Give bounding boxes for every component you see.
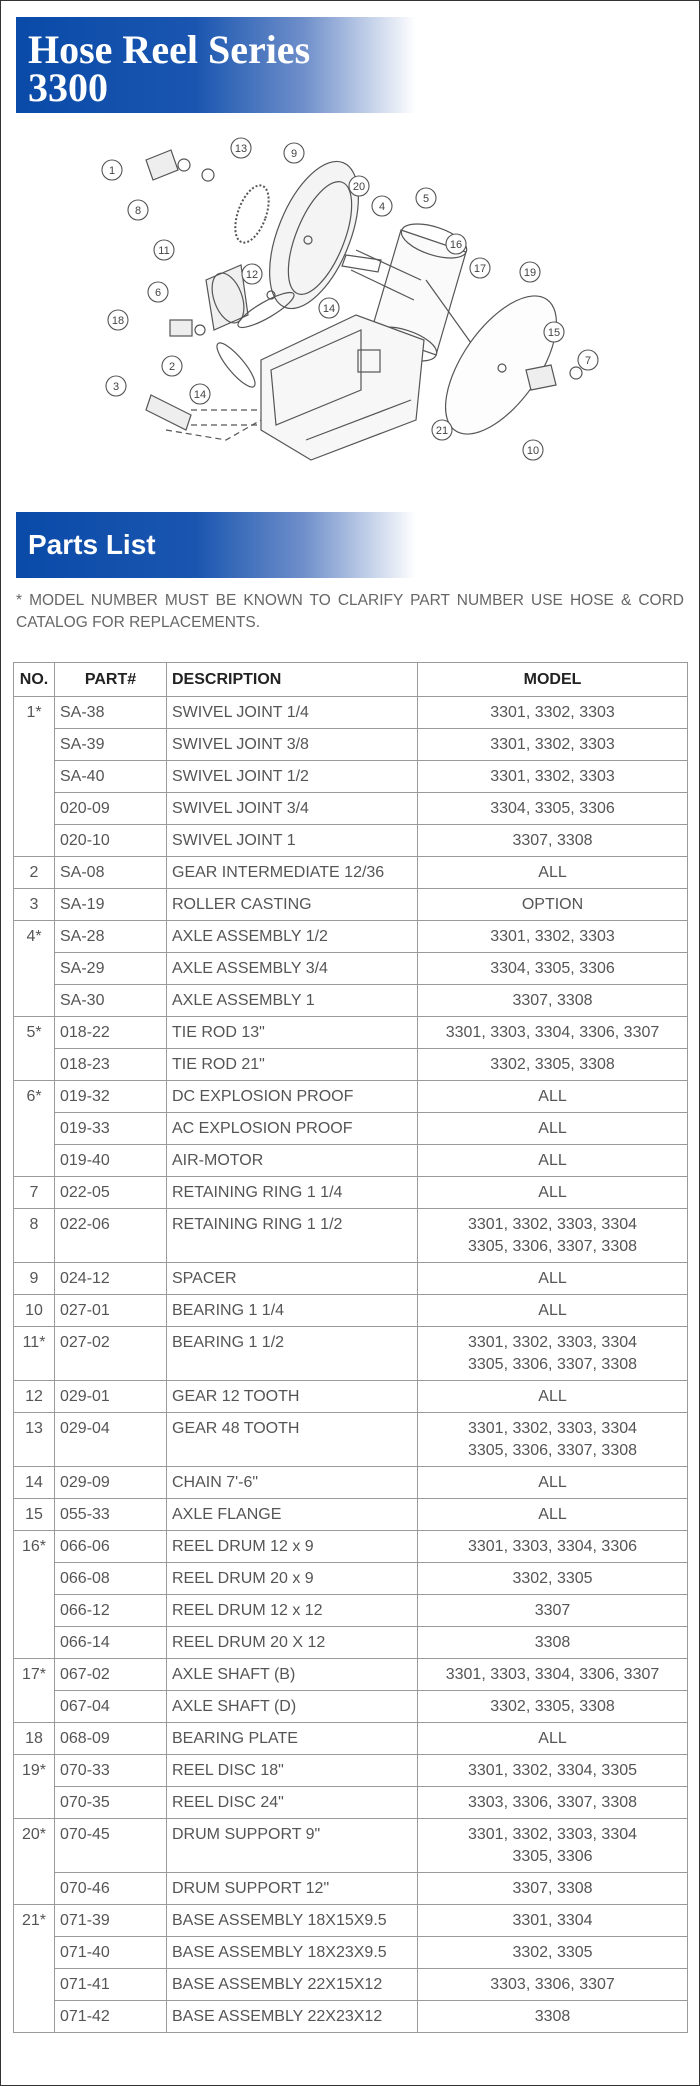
part-description: SWIVEL JOINT 1/4 — [167, 697, 418, 729]
part-number: 071-41 — [55, 1969, 167, 2001]
callout-15 — [544, 322, 564, 342]
table-row — [14, 1177, 688, 1209]
part-description: GEAR 48 TOOTH — [167, 1413, 418, 1467]
part-description: TIE ROD 13" — [167, 1017, 418, 1049]
item-number: 6* — [14, 1081, 55, 1177]
part-number: 070-45 — [55, 1819, 167, 1873]
part-number: 024-12 — [55, 1263, 167, 1295]
part-description: BASE ASSEMBLY 18X23X9.5 — [167, 1937, 418, 1969]
part-model: 3301, 3302, 3303 — [418, 761, 688, 793]
part-number: SA-28 — [55, 921, 167, 953]
svg-text:14: 14 — [193, 389, 207, 401]
callout-13 — [231, 138, 251, 158]
svg-text:7: 7 — [584, 355, 592, 367]
part-description: REEL DRUM 20 x 9 — [167, 1563, 418, 1595]
part-model: 3307, 3308 — [418, 1873, 688, 1905]
header-part: PART# — [55, 663, 167, 697]
part-description: REEL DRUM 12 x 9 — [167, 1531, 418, 1563]
table-row — [14, 1413, 688, 1467]
part-model: ALL — [418, 1381, 688, 1413]
part-model: 3301, 3302, 3303, 3304 3305, 3306, 3307, 3308 — [418, 1413, 688, 1467]
part-description: AXLE ASSEMBLY 3/4 — [167, 953, 418, 985]
table-row — [14, 1563, 688, 1595]
table-row — [14, 1327, 688, 1381]
item-number: 16* — [14, 1531, 55, 1659]
part-number: 027-02 — [55, 1327, 167, 1381]
table-row — [14, 985, 688, 1017]
part-description: RETAINING RING 1 1/4 — [167, 1177, 418, 1209]
part-number: 068-09 — [55, 1723, 167, 1755]
part-description: SWIVEL JOINT 3/4 — [167, 793, 418, 825]
item-number: 8 — [14, 1209, 55, 1263]
callout-20 — [349, 176, 369, 196]
part-number: 066-12 — [55, 1595, 167, 1627]
part-model: 3307, 3308 — [418, 985, 688, 1017]
part-description: AXLE SHAFT (D) — [167, 1691, 418, 1723]
page-title: Hose Reel Series 3300 — [28, 27, 311, 110]
table-row — [14, 1969, 688, 2001]
part-model: 3301, 3302, 3303, 3304 3305, 3306 — [418, 1819, 688, 1873]
part-description: CHAIN 7'-6" — [167, 1467, 418, 1499]
svg-text:3: 3 — [112, 381, 120, 393]
item-number: 15 — [14, 1499, 55, 1531]
part-number: 066-08 — [55, 1563, 167, 1595]
part-number: SA-29 — [55, 953, 167, 985]
table-row — [14, 729, 688, 761]
callout-12 — [242, 264, 262, 284]
part-description: SWIVEL JOINT 1/2 — [167, 761, 418, 793]
part-model: 3301, 3302, 3303, 3304 3305, 3306, 3307, 3308 — [418, 1327, 688, 1381]
callout-14a — [319, 298, 339, 318]
table-row — [14, 1113, 688, 1145]
part-description: SPACER — [167, 1263, 418, 1295]
part-number: 067-04 — [55, 1691, 167, 1723]
svg-text:14: 14 — [322, 303, 336, 315]
table-row — [14, 1787, 688, 1819]
parts-list-banner — [16, 512, 416, 578]
part-number: 027-01 — [55, 1295, 167, 1327]
svg-text:6: 6 — [154, 287, 162, 299]
callout-4 — [372, 196, 392, 216]
callout-16 — [446, 234, 466, 254]
part-description: DRUM SUPPORT 9" — [167, 1819, 418, 1873]
svg-text:1: 1 — [108, 165, 116, 177]
part-description: BASE ASSEMBLY 22X23X12 — [167, 2001, 418, 2033]
part-number: 071-42 — [55, 2001, 167, 2033]
model-note: * MODEL NUMBER MUST BE KNOWN TO CLARIFY PART NUMBER USE HOSE & CORD CATALOG FOR REPLACEMENTS. — [16, 592, 684, 631]
part-model: ALL — [418, 1263, 688, 1295]
part-model: ALL — [418, 1467, 688, 1499]
part-description: SWIVEL JOINT 3/8 — [167, 729, 418, 761]
table-row — [14, 1467, 688, 1499]
table-row — [14, 953, 688, 985]
item-number: 21* — [14, 1905, 55, 2033]
item-number: 10 — [14, 1295, 55, 1327]
table-row — [14, 1145, 688, 1177]
svg-text:20: 20 — [352, 181, 366, 193]
part-number: 018-23 — [55, 1049, 167, 1081]
item-number: 12 — [14, 1381, 55, 1413]
part-number: 020-09 — [55, 793, 167, 825]
part-model: 3301, 3303, 3304, 3306 — [418, 1531, 688, 1563]
table-row — [14, 1905, 688, 1937]
part-model: 3307, 3308 — [418, 825, 688, 857]
item-number: 19* — [14, 1755, 55, 1819]
table-row — [14, 1819, 688, 1873]
table-row — [14, 1531, 688, 1563]
part-model: 3304, 3305, 3306 — [418, 953, 688, 985]
part-model: ALL — [418, 1081, 688, 1113]
callout-6 — [148, 282, 168, 302]
part-number: 019-33 — [55, 1113, 167, 1145]
svg-text:8: 8 — [134, 205, 142, 217]
callout-10 — [523, 440, 543, 460]
table-row — [14, 1755, 688, 1787]
part-description: REEL DRUM 12 x 12 — [167, 1595, 418, 1627]
part-number: 029-01 — [55, 1381, 167, 1413]
item-number: 2 — [14, 857, 55, 889]
part-model: 3301, 3304 — [418, 1905, 688, 1937]
svg-text:13: 13 — [234, 143, 248, 155]
item-number: 13 — [14, 1413, 55, 1467]
item-number: 4* — [14, 921, 55, 1017]
table-row — [14, 1081, 688, 1113]
part-model: 3307 — [418, 1595, 688, 1627]
part-number: 018-22 — [55, 1017, 167, 1049]
callout-2 — [162, 356, 182, 376]
table-row — [14, 2001, 688, 2033]
table-header-row — [14, 663, 688, 697]
part-model: 3301, 3303, 3304, 3306, 3307 — [418, 1659, 688, 1691]
svg-text:10: 10 — [526, 445, 540, 457]
part-model: 3301, 3302, 3304, 3305 — [418, 1755, 688, 1787]
part-number: SA-19 — [55, 889, 167, 921]
part-model: 3304, 3305, 3306 — [418, 793, 688, 825]
table-row — [14, 1595, 688, 1627]
part-number: 019-40 — [55, 1145, 167, 1177]
svg-text:9: 9 — [290, 148, 298, 160]
item-number: 3 — [14, 889, 55, 921]
table-row — [14, 1659, 688, 1691]
item-number: 18 — [14, 1723, 55, 1755]
part-number: 020-10 — [55, 825, 167, 857]
part-description: GEAR 12 TOOTH — [167, 1381, 418, 1413]
callout-7 — [578, 350, 598, 370]
part-number: SA-38 — [55, 697, 167, 729]
part-model: 3303, 3306, 3307 — [418, 1969, 688, 2001]
part-description: REEL DRUM 20 X 12 — [167, 1627, 418, 1659]
item-number: 14 — [14, 1467, 55, 1499]
parts-table-body — [14, 697, 688, 2033]
callout-21 — [432, 420, 452, 440]
part-description: TIE ROD 21" — [167, 1049, 418, 1081]
part-number: 066-06 — [55, 1531, 167, 1563]
table-row — [14, 1937, 688, 1969]
item-number: 17* — [14, 1659, 55, 1723]
part-description: BASE ASSEMBLY 22X15X12 — [167, 1969, 418, 2001]
title-banner — [16, 17, 416, 113]
svg-text:19: 19 — [523, 267, 537, 279]
part-model: 3303, 3306, 3307, 3308 — [418, 1787, 688, 1819]
part-number: SA-40 — [55, 761, 167, 793]
part-model: 3301, 3302, 3303 — [418, 697, 688, 729]
svg-text:16: 16 — [449, 239, 463, 251]
part-description: AXLE FLANGE — [167, 1499, 418, 1531]
item-number: 5* — [14, 1017, 55, 1081]
item-number: 11* — [14, 1327, 55, 1381]
table-row — [14, 1049, 688, 1081]
part-number: SA-30 — [55, 985, 167, 1017]
part-model: 3308 — [418, 1627, 688, 1659]
table-row — [14, 1691, 688, 1723]
svg-text:12: 12 — [245, 269, 259, 281]
part-description: ROLLER CASTING — [167, 889, 418, 921]
header-description: DESCRIPTION — [167, 663, 418, 697]
table-row — [14, 697, 688, 729]
part-model: ALL — [418, 1723, 688, 1755]
part-description: SWIVEL JOINT 1 — [167, 825, 418, 857]
table-row — [14, 1627, 688, 1659]
part-model: ALL — [418, 1177, 688, 1209]
part-model: 3301, 3302, 3303 — [418, 729, 688, 761]
part-number: 070-35 — [55, 1787, 167, 1819]
part-model: ALL — [418, 1145, 688, 1177]
part-description: RETAINING RING 1 1/2 — [167, 1209, 418, 1263]
svg-text:11: 11 — [158, 245, 170, 257]
table-row — [14, 1381, 688, 1413]
part-model: 3302, 3305 — [418, 1563, 688, 1595]
table-row — [14, 1263, 688, 1295]
part-description: AXLE SHAFT (B) — [167, 1659, 418, 1691]
part-number: 066-14 — [55, 1627, 167, 1659]
part-model: 3302, 3305 — [418, 1937, 688, 1969]
callout-19 — [520, 262, 540, 282]
part-description: BEARING PLATE — [167, 1723, 418, 1755]
svg-text:4: 4 — [378, 201, 386, 213]
svg-text:5: 5 — [422, 193, 430, 205]
part-model: 3308 — [418, 2001, 688, 2033]
svg-text:15: 15 — [547, 327, 561, 339]
svg-text:18: 18 — [111, 315, 125, 327]
part-number: 022-05 — [55, 1177, 167, 1209]
table-row — [14, 1499, 688, 1531]
part-number: 055-33 — [55, 1499, 167, 1531]
callout-8 — [128, 200, 148, 220]
part-number: SA-39 — [55, 729, 167, 761]
part-description: GEAR INTERMEDIATE 12/36 — [167, 857, 418, 889]
part-model: 3301, 3302, 3303 — [418, 921, 688, 953]
item-number: 1* — [14, 697, 55, 857]
part-model: ALL — [418, 857, 688, 889]
table-row — [14, 1017, 688, 1049]
parts-list-heading: Parts List — [28, 529, 156, 560]
part-model: OPTION — [418, 889, 688, 921]
svg-text:17: 17 — [473, 263, 487, 275]
part-description: DC EXPLOSION PROOF — [167, 1081, 418, 1113]
callout-11 — [154, 240, 174, 260]
part-number: 070-46 — [55, 1873, 167, 1905]
part-model: 3302, 3305, 3308 — [418, 1049, 688, 1081]
item-number: 20* — [14, 1819, 55, 1905]
part-description: AXLE ASSEMBLY 1 — [167, 985, 418, 1017]
item-number: 9 — [14, 1263, 55, 1295]
table-row — [14, 889, 688, 921]
svg-text:21: 21 — [435, 425, 449, 437]
table-row — [14, 1209, 688, 1263]
part-model: 3301, 3303, 3304, 3306, 3307 — [418, 1017, 688, 1049]
callout-3 — [106, 376, 126, 396]
table-row — [14, 761, 688, 793]
callout-18 — [108, 310, 128, 330]
part-description: AXLE ASSEMBLY 1/2 — [167, 921, 418, 953]
part-number: 070-33 — [55, 1755, 167, 1787]
part-number: 071-39 — [55, 1905, 167, 1937]
exploded-parts-diagram — [16, 120, 686, 508]
callout-1 — [102, 160, 122, 180]
callout-17 — [470, 258, 490, 278]
table-row — [14, 857, 688, 889]
part-model: ALL — [418, 1499, 688, 1531]
part-description: BASE ASSEMBLY 18X15X9.5 — [167, 1905, 418, 1937]
item-number: 7 — [14, 1177, 55, 1209]
part-model: ALL — [418, 1113, 688, 1145]
part-number: 029-09 — [55, 1467, 167, 1499]
part-model: 3301, 3302, 3303, 3304 3305, 3306, 3307, 3308 — [418, 1209, 688, 1263]
table-row — [14, 825, 688, 857]
part-description: AC EXPLOSION PROOF — [167, 1113, 418, 1145]
part-model: ALL — [418, 1295, 688, 1327]
parts-table — [13, 662, 688, 2033]
table-row — [14, 1295, 688, 1327]
table-row — [14, 1873, 688, 1905]
part-number: 022-06 — [55, 1209, 167, 1263]
part-description: BEARING 1 1/2 — [167, 1327, 418, 1381]
part-number: 067-02 — [55, 1659, 167, 1691]
table-row — [14, 793, 688, 825]
part-description: AIR-MOTOR — [167, 1145, 418, 1177]
callout-5 — [416, 188, 436, 208]
part-number: 071-40 — [55, 1937, 167, 1969]
part-model: 3302, 3305, 3308 — [418, 1691, 688, 1723]
part-number: 019-32 — [55, 1081, 167, 1113]
part-description: REEL DISC 24" — [167, 1787, 418, 1819]
part-description: DRUM SUPPORT 12" — [167, 1873, 418, 1905]
header-no: NO. — [14, 663, 55, 697]
callout-9 — [284, 143, 304, 163]
part-number: SA-08 — [55, 857, 167, 889]
part-number: 029-04 — [55, 1413, 167, 1467]
header-model: MODEL — [418, 663, 688, 697]
table-row — [14, 921, 688, 953]
part-description: REEL DISC 18" — [167, 1755, 418, 1787]
svg-text:2: 2 — [168, 361, 176, 373]
table-row — [14, 1723, 688, 1755]
callout-14b — [190, 384, 210, 404]
part-description: BEARING 1 1/4 — [167, 1295, 418, 1327]
